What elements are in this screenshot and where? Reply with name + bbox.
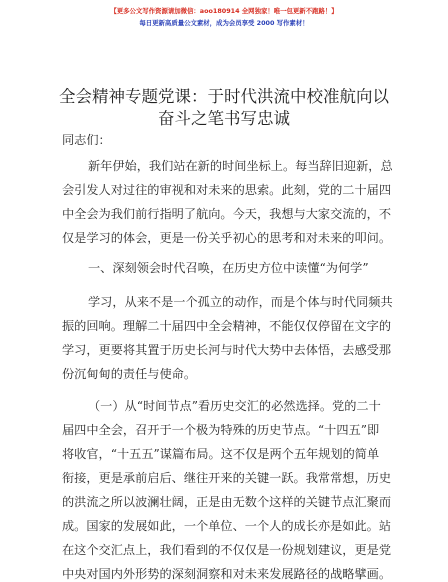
paragraph-3-line: （一）从“时间节点”看历史交汇的必然选择。党的二十 [88, 399, 381, 413]
paragraph-3-line: 成。国家的发展如此，一个单位、一个人的成长亦是如此。站 [62, 519, 392, 533]
paragraph-3-line: 衔接，更是承前启后、继往开来的关键一跃。我常常想，历史 [62, 471, 392, 485]
paragraph-3-line: 将收官，“十五五”谋篇布局。这不仅是两个五年规划的简单 [62, 447, 380, 461]
document-title-line-1: 全会精神专题党课：于时代洪流中校准航向以 [59, 87, 389, 106]
document-title-line-2: 奋斗之笔书写忠诚 [158, 109, 290, 128]
section-heading: 一、深刻领会时代召唤，在历史方位中读懂“为何学” [88, 261, 369, 275]
paragraph-2-line: 振的回响。理解二十届四中全会精神，不能仅仅停留在文字的 [62, 319, 392, 333]
paragraph-3-line: 中央对国内外形势的深刻洞察和对未来发展路径的战略擘画。 [62, 567, 392, 581]
paragraph-2-line: 学习，从来不是一个孤立的动作，而是个体与时代同频共 [88, 295, 393, 309]
paragraph-2-line: 份沉甸甸的责任与使命。 [62, 367, 197, 381]
promo-banner-line-1: 【更多公文写作资源请加微信：aoo180914 全网独家！唯一包更新不跑路！】 [110, 7, 338, 15]
paragraph-3-line: 届四中全会，召开于一个极为特殊的历史节点。“十四五”即 [62, 423, 380, 437]
paragraph-1-line: 中全会为我们前行指明了航向。今天，我想与大家交流的，不 [62, 207, 392, 221]
greeting: 同志们： [62, 133, 111, 147]
paragraph-1-line: 新年伊始，我们站在新的时间坐标上。每当辞旧迎新，总 [88, 159, 393, 173]
promo-banner-line-2: 每日更新高质量公文素材，成为会员享受 2000 写作素材！ [139, 19, 309, 27]
paragraph-3-line: 在这个交汇点上，我们看到的不仅仅是一份规划建议，更是党 [62, 543, 392, 557]
paragraph-3-line: 的洪流之所以波澜壮阔，正是由无数个这样的关键节点汇聚而 [62, 495, 392, 509]
paragraph-1-line: 会引发人对过往的审视和对未来的思索。此刻，党的二十届四 [62, 183, 392, 197]
paragraph-2-line: 学习，更要将其置于历史长河与时代大势中去体悟，去感受那 [62, 343, 392, 357]
paragraph-1-line: 仅是学习的体会，更是一份关乎初心的思考和对未来的叩问。 [62, 231, 392, 245]
